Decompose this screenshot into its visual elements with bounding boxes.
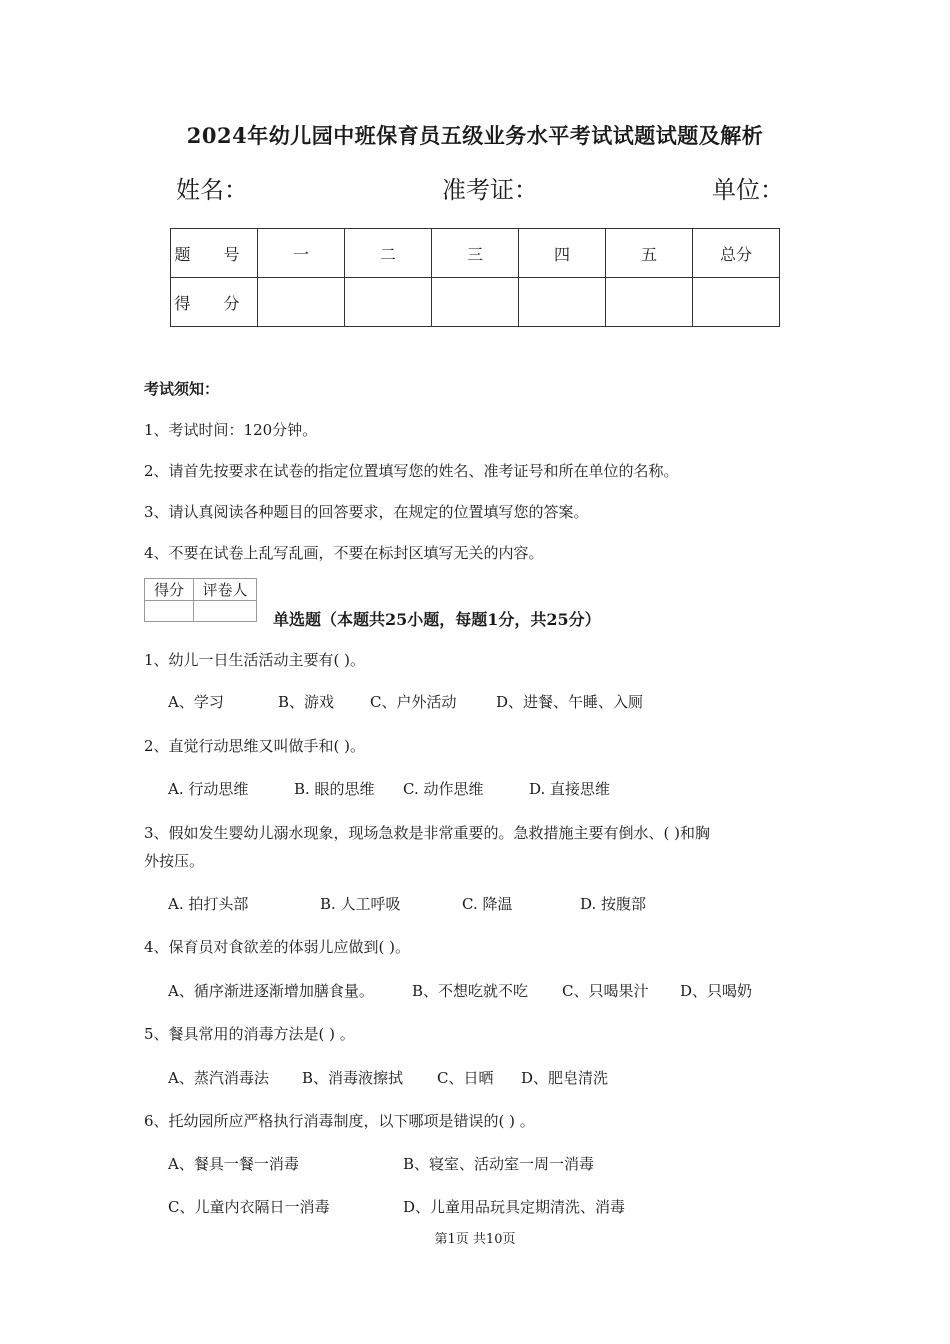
score-table-header-row bbox=[171, 229, 780, 278]
option-4a: A、循序渐进逐渐增加膳食量。 bbox=[168, 982, 374, 1000]
option-6c: C、儿童内衣隔日一消毒 bbox=[168, 1198, 330, 1216]
question-5: 5、餐具常用的消毒方法是( ) 。 bbox=[144, 1025, 355, 1043]
score-input-cell[interactable] bbox=[345, 278, 432, 327]
question-1: 1、幼儿一日生活活动主要有( )。 bbox=[144, 651, 366, 669]
notice-item: 1、考试时间：120分钟。 bbox=[144, 421, 318, 439]
score-input-cell[interactable] bbox=[432, 278, 519, 327]
grader-score-cell[interactable] bbox=[145, 601, 194, 622]
question-6: 6、托幼园所应严格执行消毒制度，以下哪项是错误的( ) 。 bbox=[144, 1112, 535, 1130]
score-header-cell: 三 bbox=[432, 229, 519, 278]
option-6a: A、餐具一餐一消毒 bbox=[168, 1155, 299, 1173]
section-heading: 单选题（本题共25小题，每题1分，共25分） bbox=[273, 610, 601, 629]
score-table bbox=[170, 228, 780, 327]
score-header-cell: 总分 bbox=[693, 229, 780, 278]
grader-score-label: 得分 bbox=[145, 579, 194, 601]
unit-field-label: 单位： bbox=[712, 176, 784, 204]
score-input-cell[interactable] bbox=[258, 278, 345, 327]
score-header-cell: 五 bbox=[606, 229, 693, 278]
option-2c: C. 动作思维 bbox=[403, 780, 484, 798]
option-5d: D、肥皂清洗 bbox=[521, 1069, 609, 1087]
option-3b: B. 人工呼吸 bbox=[320, 895, 401, 913]
option-3a: A. 拍打头部 bbox=[168, 895, 249, 913]
score-input-cell[interactable] bbox=[519, 278, 606, 327]
grader-reviewer-label: 评卷人 bbox=[194, 579, 257, 601]
notice-heading: 考试须知： bbox=[144, 380, 220, 398]
notice-item: 3、请认真阅读各种题目的回答要求，在规定的位置填写您的答案。 bbox=[144, 503, 589, 521]
option-3d: D. 按腹部 bbox=[580, 895, 647, 913]
score-input-cell[interactable] bbox=[693, 278, 780, 327]
option-2b: B. 眼的思维 bbox=[294, 780, 375, 798]
score-header-cell: 题 号 bbox=[171, 229, 258, 278]
question-4: 4、保育员对食欲差的体弱儿应做到( )。 bbox=[144, 938, 411, 956]
option-4d: D、只喝奶 bbox=[680, 982, 753, 1000]
option-3c: C. 降温 bbox=[462, 895, 513, 913]
score-header-cell: 一 bbox=[258, 229, 345, 278]
option-1d: D、进餐、午睡、入厕 bbox=[496, 693, 644, 711]
score-input-cell[interactable] bbox=[606, 278, 693, 327]
option-2d: D. 直接思维 bbox=[529, 780, 611, 798]
option-4c: C、只喝果汁 bbox=[562, 982, 649, 1000]
score-table-score-row bbox=[171, 278, 780, 327]
option-6d: D、儿童用品玩具定期清洗、消毒 bbox=[403, 1198, 626, 1216]
grader-reviewer-cell[interactable] bbox=[194, 601, 257, 622]
score-header-cell: 四 bbox=[519, 229, 606, 278]
score-header-cell: 二 bbox=[345, 229, 432, 278]
question-2: 2、直觉行动思维又叫做手和( )。 bbox=[144, 737, 366, 755]
question-3-continuation: 外按压。 bbox=[144, 852, 205, 870]
exam-title: 2024年幼儿园中班保育员五级业务水平考试试题试题及解析 bbox=[186, 123, 764, 148]
question-3: 3、假如发生婴幼儿溺水现象，现场急救是非常重要的。急救措施主要有倒水、( )和胸 bbox=[144, 824, 711, 842]
option-1b: B、游戏 bbox=[278, 693, 335, 711]
option-4b: B、不想吃就不吃 bbox=[412, 982, 529, 1000]
notice-item: 4、不要在试卷上乱写乱画，不要在标封区填写无关的内容。 bbox=[144, 544, 544, 562]
notice-item: 2、请首先按要求在试卷的指定位置填写您的姓名、准考证号和所在单位的名称。 bbox=[144, 462, 679, 480]
name-field-label: 姓名： bbox=[176, 176, 248, 204]
option-1a: A、学习 bbox=[168, 693, 224, 711]
score-row-label: 得 分 bbox=[171, 278, 258, 327]
option-5a: A、蒸汽消毒法 bbox=[168, 1069, 269, 1087]
option-5b: B、消毒液擦拭 bbox=[302, 1069, 404, 1087]
option-2a: A. 行动思维 bbox=[168, 780, 249, 798]
option-5c: C、日晒 bbox=[437, 1069, 494, 1087]
page-footer: 第1页 共10页 bbox=[434, 1232, 516, 1247]
option-6b: B、寝室、活动室一周一消毒 bbox=[403, 1155, 595, 1173]
exam-number-field-label: 准考证： bbox=[442, 176, 538, 204]
option-1c: C、户外活动 bbox=[370, 693, 457, 711]
grader-table bbox=[144, 578, 257, 622]
